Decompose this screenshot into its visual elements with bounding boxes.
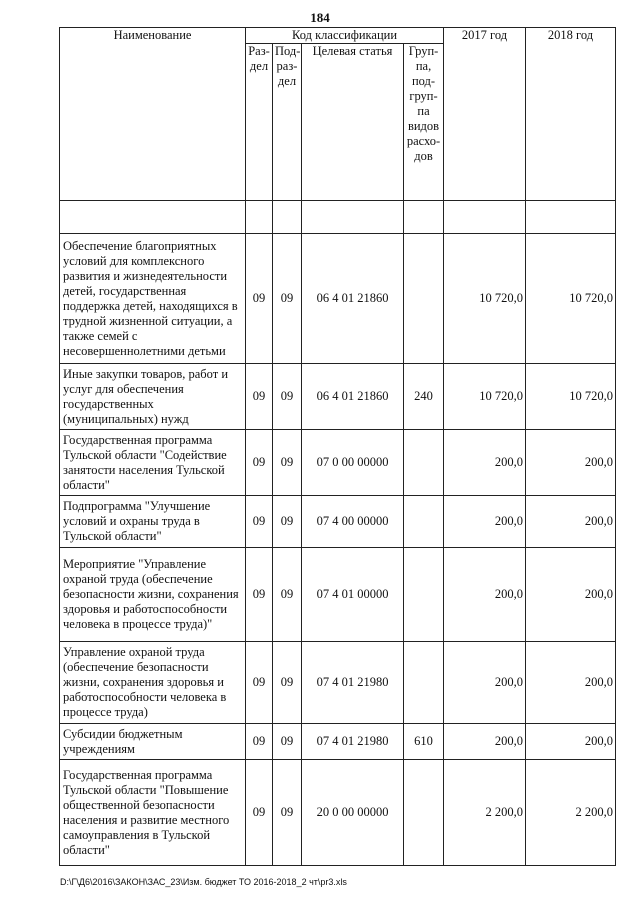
row-target: 20 0 00 00000 [302, 760, 404, 866]
row-value-2017: 200,0 [444, 430, 526, 496]
row-value-2018: 200,0 [526, 642, 616, 724]
row-name: Субсидии бюджетным учреждениям [60, 724, 246, 760]
file-path-footer: D:\Г\Д6\2016\ЗАКОН\ЗАС_23\Изм. бюджет ТО 2016-2018_2 чт\pr3.xls [60, 877, 347, 887]
header-subsection: Под- раз- дел [273, 44, 302, 201]
header-row [60, 28, 616, 44]
row-group [404, 496, 444, 548]
row-section: 09 [246, 430, 273, 496]
row-subsection: 09 [273, 430, 302, 496]
budget-table [59, 27, 616, 866]
row-value-2018: 200,0 [526, 496, 616, 548]
table-row [60, 430, 616, 496]
row-section: 09 [246, 364, 273, 430]
spacer-row [60, 201, 616, 234]
row-group [404, 548, 444, 642]
row-name: Подпрограмма "Улучшение условий и охраны труда в Тульской области" [60, 496, 246, 548]
row-section: 09 [246, 724, 273, 760]
row-value-2017: 2 200,0 [444, 760, 526, 866]
page-number: 184 [310, 10, 330, 25]
row-group [404, 760, 444, 866]
row-name: Мероприятие "Управление охраной труда (обеспечение безопасности жизни, сохранения здоровья и работоспособности человека в процессе труда)" [60, 548, 246, 642]
row-value-2017: 200,0 [444, 496, 526, 548]
row-subsection: 09 [273, 642, 302, 724]
row-value-2018: 200,0 [526, 724, 616, 760]
row-name: Управление охраной труда (обеспечение безопасности жизни, сохранения здоровья и работоспособности человека в процессе труда) [60, 642, 246, 724]
row-value-2017: 200,0 [444, 642, 526, 724]
header-name: Наименование [60, 28, 246, 201]
row-group [404, 430, 444, 496]
row-section: 09 [246, 496, 273, 548]
header-section: Раз- дел [246, 44, 273, 201]
row-subsection: 09 [273, 234, 302, 364]
header-target: Целевая статья [302, 44, 404, 201]
row-target: 06 4 01 21860 [302, 234, 404, 364]
row-group [404, 234, 444, 364]
row-target: 07 0 00 00000 [302, 430, 404, 496]
table-row [60, 760, 616, 866]
row-section: 09 [246, 548, 273, 642]
row-target: 06 4 01 21860 [302, 364, 404, 430]
row-section: 09 [246, 642, 273, 724]
row-subsection: 09 [273, 496, 302, 548]
header-year-2017: 2017 год [444, 28, 526, 201]
header-classification: Код классификации [246, 28, 444, 44]
row-value-2018: 2 200,0 [526, 760, 616, 866]
table-row [60, 642, 616, 724]
row-target: 07 4 00 00000 [302, 496, 404, 548]
row-subsection: 09 [273, 724, 302, 760]
row-value-2017: 10 720,0 [444, 234, 526, 364]
table-row [60, 724, 616, 760]
table-row [60, 548, 616, 642]
header-group: Груп- па, под- груп- па видов расхо- дов [404, 44, 444, 201]
row-subsection: 09 [273, 548, 302, 642]
row-target: 07 4 01 00000 [302, 548, 404, 642]
row-target: 07 4 01 21980 [302, 642, 404, 724]
row-group: 240 [404, 364, 444, 430]
row-name: Иные закупки товаров, работ и услуг для обеспечения государственных (муниципальных) нужд [60, 364, 246, 430]
row-value-2018: 10 720,0 [526, 234, 616, 364]
row-value-2018: 200,0 [526, 430, 616, 496]
row-value-2018: 10 720,0 [526, 364, 616, 430]
row-target: 07 4 01 21980 [302, 724, 404, 760]
row-name: Государственная программа Тульской области "Содействие занятости населения Тульской области" [60, 430, 246, 496]
row-value-2017: 10 720,0 [444, 364, 526, 430]
row-subsection: 09 [273, 760, 302, 866]
row-section: 09 [246, 234, 273, 364]
table-row [60, 496, 616, 548]
table-row [60, 234, 616, 364]
row-group [404, 642, 444, 724]
header-year-2018: 2018 год [526, 28, 616, 201]
row-name: Государственная программа Тульской области "Повышение общественной безопасности населения и развитие местного самоуправления в Тульской области" [60, 760, 246, 866]
row-value-2018: 200,0 [526, 548, 616, 642]
row-subsection: 09 [273, 364, 302, 430]
row-value-2017: 200,0 [444, 548, 526, 642]
row-group: 610 [404, 724, 444, 760]
row-name: Обеспечение благоприятных условий для комплексного развития и жизнедеятельности детей, государственная поддержка детей, находящихся в трудной жизненной ситуации, а также семей с несовершеннолетними детьми [60, 234, 246, 364]
row-section: 09 [246, 760, 273, 866]
row-value-2017: 200,0 [444, 724, 526, 760]
table-row [60, 364, 616, 430]
